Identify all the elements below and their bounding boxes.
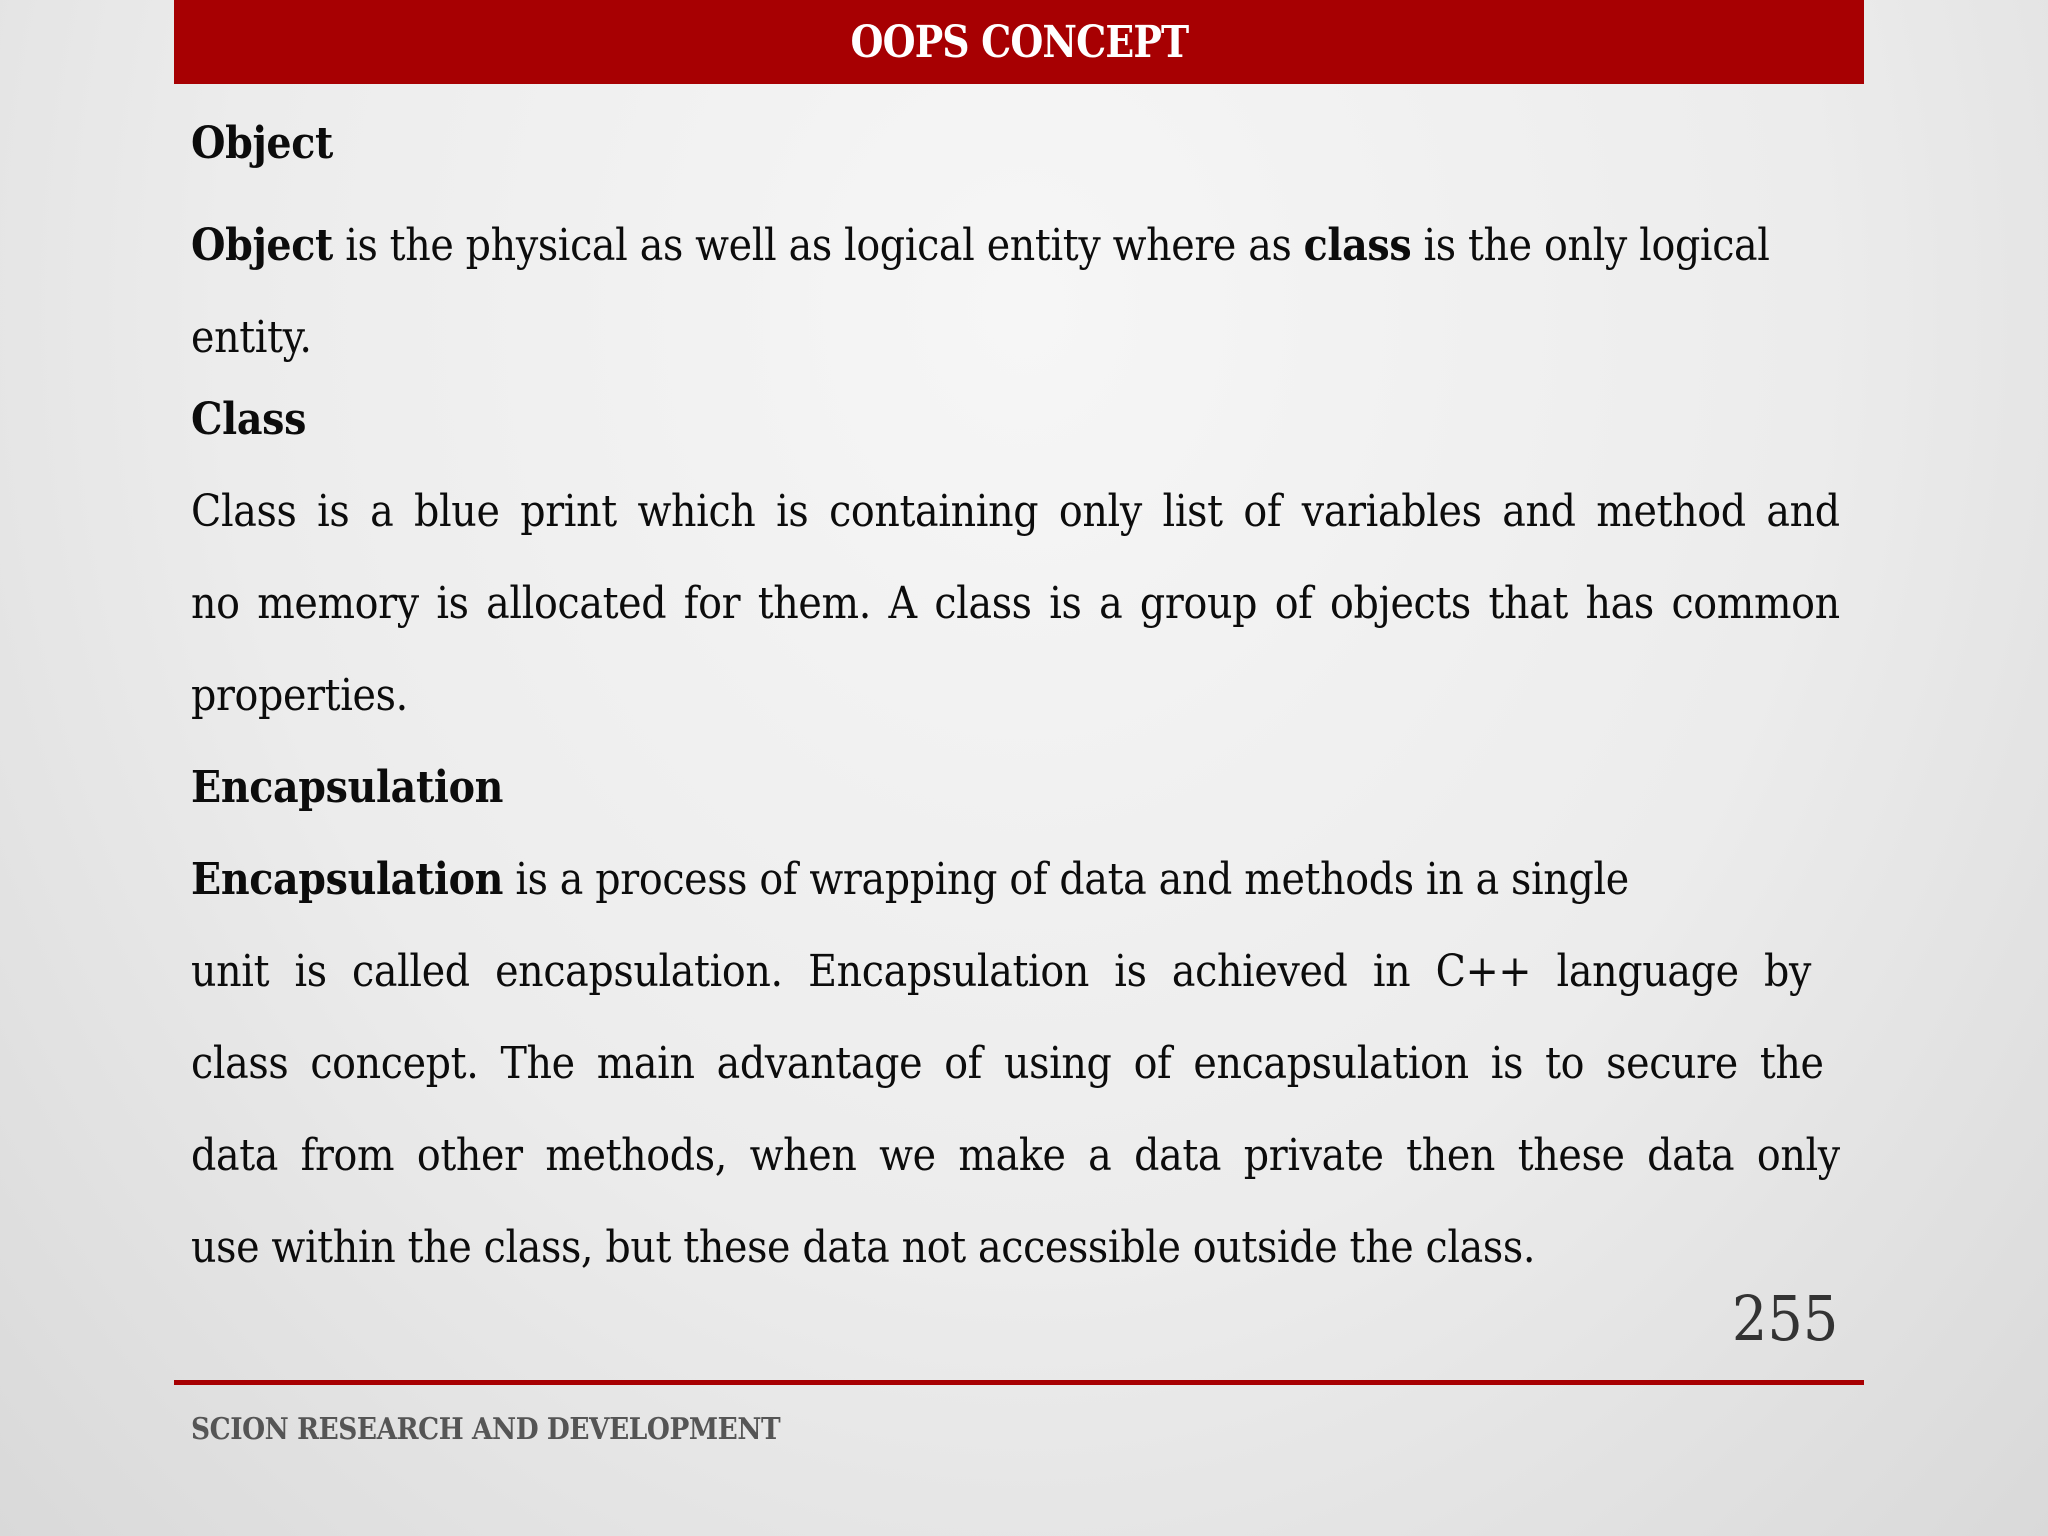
encapsulation-paragraph-line-1 (191, 854, 1629, 905)
footer-organization: SCION RESEARCH AND DEVELOPMENT (191, 1412, 781, 1447)
encapsulation-paragraph-line-3: class concept. The main advantage of using of encapsulation is to secure the (191, 1038, 1824, 1089)
encapsulation-paragraph-line-4: data from other methods, when we make a data private then these data only (191, 1130, 1840, 1181)
object-text-part-2: is the only logical (1411, 220, 1770, 271)
object-paragraph-line-1 (191, 220, 1770, 271)
footer-divider (174, 1380, 1864, 1385)
heading-encapsulation: Encapsulation (191, 762, 504, 813)
encapsulation-bold-term: Encapsulation (191, 854, 504, 905)
class-paragraph-line-1: Class is a blue print which is containing only list of variables and method and (191, 486, 1840, 537)
encapsulation-paragraph-line-5: use within the class, but these data not accessible outside the class. (191, 1222, 1536, 1273)
heading-object: Object (191, 118, 333, 169)
heading-class: Class (191, 394, 307, 445)
object-paragraph-line-2: entity. (191, 312, 312, 363)
object-text-part-1: is the physical as well as logical entity where as (332, 220, 1304, 271)
page-number: 255 (1731, 1282, 1838, 1355)
class-paragraph-line-3: properties. (191, 670, 408, 721)
object-bold-term: Object (191, 220, 333, 271)
title-bar (174, 0, 1864, 84)
page-title: OOPS CONCEPT (850, 16, 1188, 68)
class-bold-term: class (1303, 220, 1412, 271)
encapsulation-paragraph-line-2: unit is called encapsulation. Encapsulation is achieved in C++ language by (191, 946, 1811, 997)
encapsulation-text-part-1: is a process of wrapping of data and methods in a single (503, 854, 1629, 905)
class-paragraph-line-2: no memory is allocated for them. A class is a group of objects that has common (191, 578, 1840, 629)
